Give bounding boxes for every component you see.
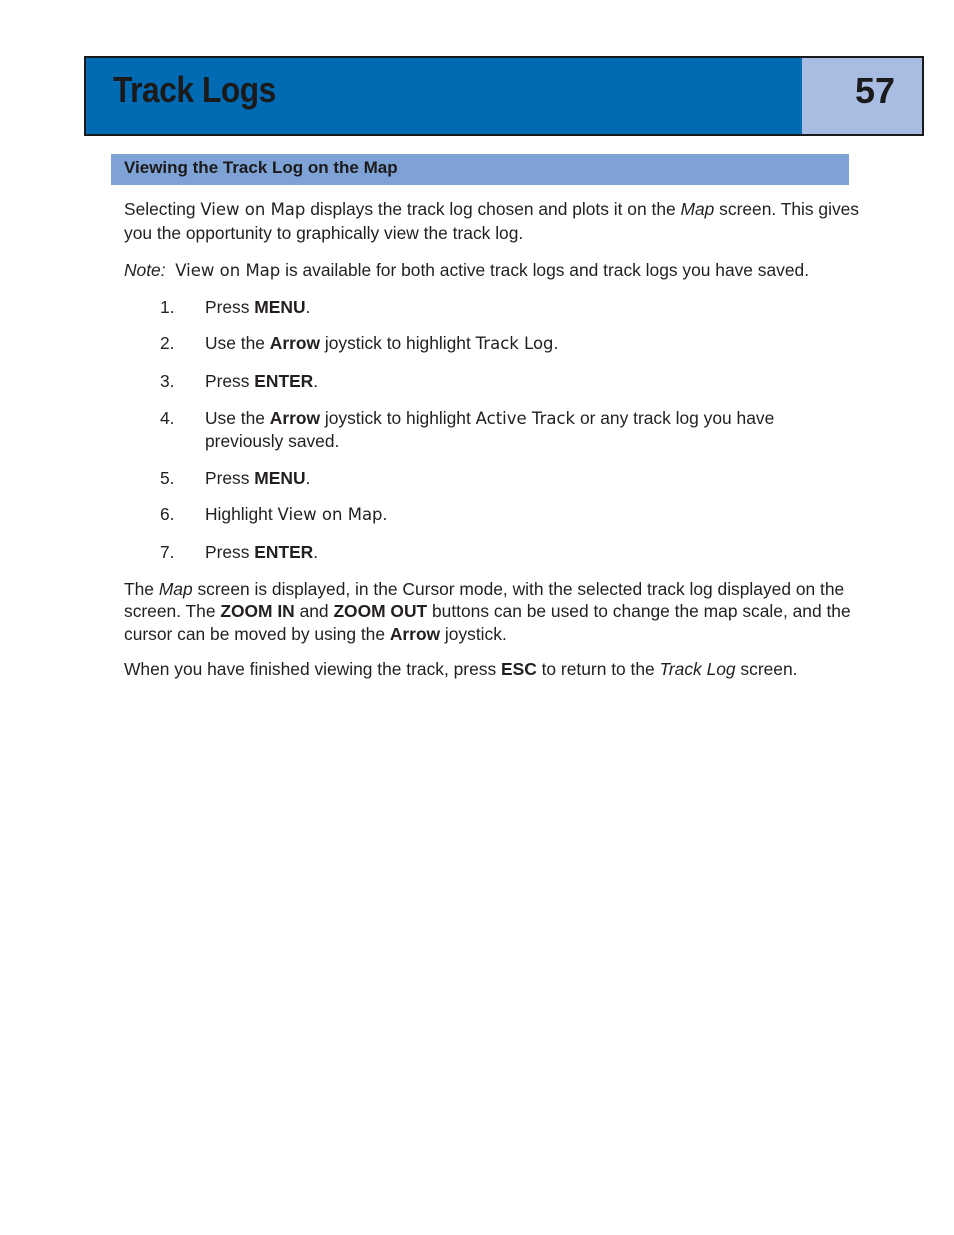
note-label: Note: [124,260,166,281]
steps-list [124,296,874,564]
ui-term: View on Map [200,200,306,219]
text: . [305,296,311,317]
key-name: ESC [501,659,537,680]
text: When you have finished viewing the track, press [124,659,501,680]
text: joystick to highlight [320,333,476,354]
text: and [294,601,334,622]
text: screen is displayed, in the Cursor mode, with the selected track log displayed on the screen. The [124,578,845,622]
key-name: ZOOM IN [220,601,295,622]
section-title: Viewing the Track Log on the Map [124,158,398,177]
text: . [382,504,388,525]
key-name: ZOOM OUT [333,601,428,622]
text: displays the track log chosen and plots it on the [305,199,681,219]
list-item [124,541,825,564]
section-header-bar [111,154,849,185]
text: Highlight [205,504,278,525]
body-content [124,198,874,681]
final-paragraph [124,658,874,681]
list-item [124,503,825,527]
note-paragraph [124,259,874,283]
list-item [124,332,825,356]
key-name: MENU [254,467,306,488]
list-item [124,370,825,393]
key-name: ENTER [254,370,314,391]
list-item [124,467,825,490]
result-paragraph [124,578,874,646]
key-name: ENTER [254,541,314,562]
step-number: 2. [160,333,175,354]
intro-paragraph [124,198,874,244]
chapter-title: Track Logs [113,69,276,110]
ui-term: View on Map [277,505,383,525]
text: . [553,333,559,354]
text: screen. This gives you the opportunity to graphically view the track log. [124,199,860,243]
list-item [124,296,825,319]
list-item [124,407,825,453]
screen-name: Map [158,578,193,599]
text: . [313,541,319,562]
step-number: 4. [160,407,175,428]
text: is available for both active track logs and track logs you have saved. [280,260,810,281]
screen-name: Track Log [659,659,736,680]
text: joystick. [440,623,507,644]
text: Press [205,467,255,488]
step-number: 7. [160,541,175,562]
text: Use the [205,333,270,354]
text: Selecting [124,199,201,219]
page-number: 57 [854,70,896,111]
text: Use the [205,407,270,428]
text: . [305,467,311,488]
ui-term: Track Log [475,334,554,354]
step-number: 6. [160,504,175,525]
key-name: Arrow [389,623,441,644]
text: to return to the [536,659,660,680]
ui-term: Active Track [475,408,576,428]
key-name: MENU [254,296,306,317]
text: screen. [735,659,798,680]
text: Press [205,370,255,391]
ui-term: View on Map [175,261,281,281]
chapter-header-bar [84,56,804,136]
text: buttons can be used to change the map scale, and the cursor can be moved by using the [124,601,851,644]
text: or any track log you have previously saved. [205,407,775,452]
text: The [124,578,159,599]
text: Press [205,296,255,317]
step-number: 5. [160,467,175,488]
page-number-box [802,56,924,136]
text: Press [205,541,255,562]
screen-name: Map [680,199,715,219]
text: . [313,370,319,391]
key-name: Arrow [269,333,321,354]
step-number: 3. [160,370,175,391]
key-name: Arrow [269,407,321,428]
text: joystick to highlight [320,407,476,428]
step-number: 1. [160,296,175,317]
